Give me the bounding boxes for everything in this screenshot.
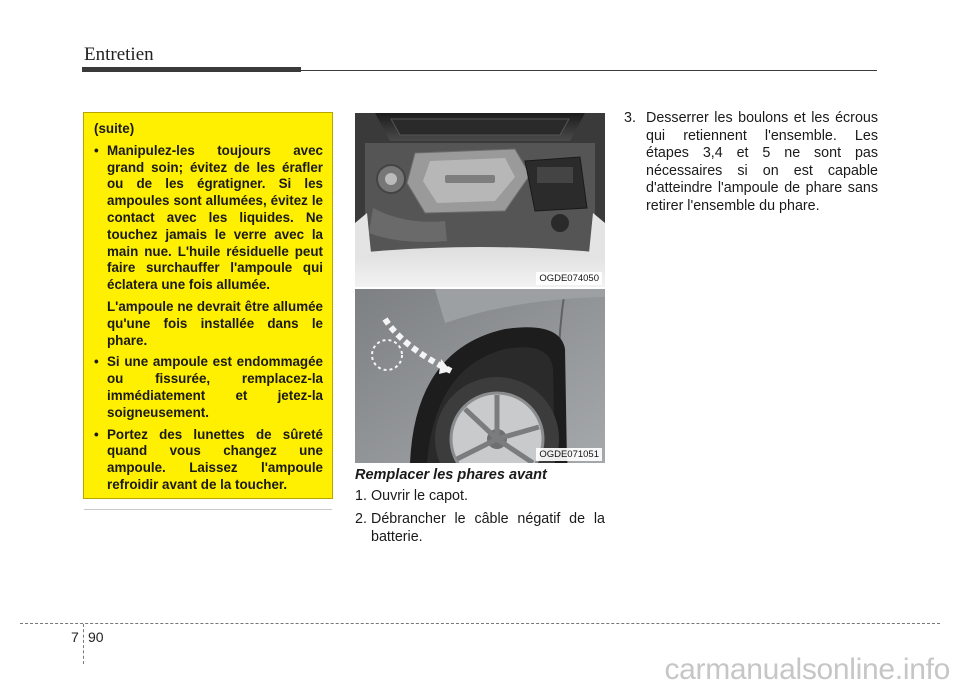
warning-continued-label: (suite) [94, 121, 135, 136]
bullet-icon: • [94, 426, 99, 442]
step-number: 1. [355, 488, 367, 504]
warning-list [94, 143, 323, 494]
warning-paragraph: Si une ampoule est endommagée ou fissurée, remplacez-la immédiatement et jetez-la soigneusement. [107, 354, 323, 420]
watermark: carmanualsonline.info [664, 653, 950, 686]
engine-bay-illustration [355, 113, 605, 287]
image-code: OGDE071051 [536, 448, 602, 461]
step-text: Débrancher le câble négatif de la batterie. [371, 511, 605, 545]
warning-box [83, 112, 333, 499]
step-text: Ouvrir le capot. [371, 488, 468, 504]
step-number: 2. [355, 511, 367, 527]
warning-item [94, 427, 323, 494]
procedure-step [624, 110, 878, 216]
procedure-step [355, 487, 605, 505]
footer-divider [20, 623, 940, 624]
warning-paragraph: L'ampoule ne devrait être allumée qu'une fois installée dans le phare. [107, 298, 323, 348]
engine-bay-photo [355, 113, 605, 287]
footer-vertical-divider [83, 624, 84, 664]
wheel-arch-illustration [355, 289, 605, 463]
front-wheel-arch-photo [355, 289, 605, 463]
page-number: 90 [88, 629, 104, 645]
procedure-title: Remplacer les phares avant [355, 467, 547, 483]
chapter-number: 7 [71, 629, 79, 645]
warning-item [94, 143, 323, 350]
bullet-icon: • [94, 354, 99, 370]
section-title: Entretien [84, 44, 154, 65]
image-code: OGDE074050 [536, 272, 602, 285]
warning-box-underline [84, 509, 332, 510]
warning-item [94, 354, 323, 421]
procedure-steps-right [624, 110, 878, 221]
header-rule-thin [301, 70, 877, 71]
warning-paragraph: Manipulez-les toujours avec grand soin; évitez de les érafler ou de les égratigner. Si les ampoules sont allumées, évitez le contact avec les liquides. Ne touchez jamais le verre avec la main nue. L'huile résiduelle peut faire surchauffer l'ampoule qui éclatera une fois allumée. [107, 142, 323, 293]
step-number: 3. [624, 110, 636, 126]
bullet-icon: • [94, 142, 99, 158]
step-text: Desserrer les boulons et les écrous qui retiennent l'ensemble. Les étapes 3,4 et 5 ne sont pas nécessaires si on est capable d'atteindre l'ampoule de phare sans retirer l'ensemble du phare. [646, 110, 878, 214]
procedure-steps-left [355, 487, 605, 551]
procedure-step [355, 510, 605, 546]
warning-paragraph: Portez des lunettes de sûreté quand vous changez une ampoule. Laissez l'ampoule refroidir avant de la toucher. [107, 426, 323, 492]
header-rule-thick [82, 67, 301, 72]
